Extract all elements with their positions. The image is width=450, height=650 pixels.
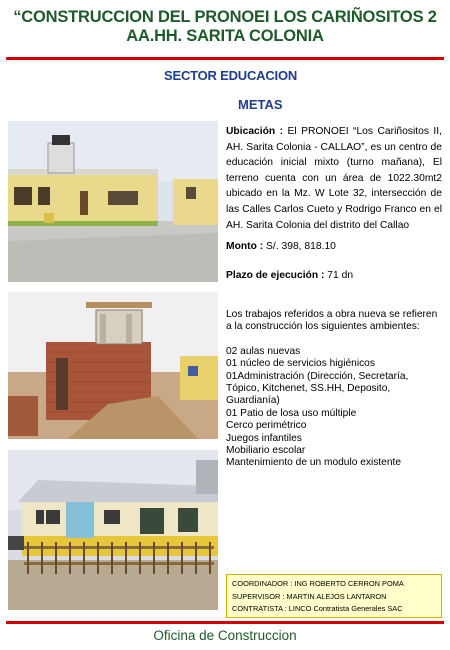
list-item: 01 núcleo de servicios higiénicos	[226, 358, 375, 370]
location-text: El PRONOEI “Los Cariñositos II, AH. Sarita Colonia - CALLAO”, es un centro de educación inicial mixto (turno mañana), El terreno cuenta con un área de 1022.30mt2 ubicado en la Mz. W Lote 32, intersección de las Calles Carlos Cueto y Rodrigo Franco en el AH. Sarita Colonia del distrito del Callao	[226, 126, 442, 231]
list-item: 02 aulas nuevas	[226, 345, 301, 357]
works-list	[226, 346, 442, 470]
works-intro: Los trabajos referidos a obra nueva se refieren a la construcción los siguientes ambientes:	[226, 309, 438, 333]
list-item: 01 Patio de losa uso múltiple	[226, 407, 357, 419]
amount-value: S/. 398, 818.10	[266, 241, 336, 252]
photo-construction-progress	[8, 292, 218, 439]
coordinator-line: COORDINADOR : ING ROBERTO CERRON POMA	[232, 579, 404, 588]
amount-label: Monto :	[226, 241, 264, 252]
contractor-line: CONTRATISTA : LINCO Contratista Generales SAC	[232, 604, 403, 613]
credits-box	[226, 574, 442, 618]
list-item: Mobiliario escolar	[226, 445, 306, 457]
list-item: Juegos infantiles	[226, 432, 302, 444]
deadline-label: Plazo de ejecución :	[226, 270, 325, 281]
location-label: Ubicación :	[226, 126, 284, 137]
list-item: 01Administración (Dirección, Secretaría, Tópico, Kitchenet, SS.HH, Deposito, Guardianía)	[226, 370, 409, 407]
photo-painted-school	[8, 450, 218, 610]
supervisor-line: SUPERVISOR : MARTIN ALEJOS LANTARON	[232, 591, 387, 601]
page-title	[0, 8, 450, 46]
title-line-2: AA.HH. SARITA COLONIA	[126, 27, 324, 45]
footer-office: Oficina de Construccion	[153, 628, 297, 643]
bottom-divider	[6, 621, 444, 624]
location-description	[226, 124, 442, 233]
list-item: Cerco perimétrico	[226, 420, 307, 432]
photo-finished-building	[8, 121, 218, 282]
deadline-row	[226, 268, 442, 284]
title-line-1: “CONSTRUCCION DEL PRONOEI LOS CARIÑOSITOS 2	[13, 8, 437, 26]
works-section	[226, 309, 442, 470]
sector-heading: SECTOR EDUCACION	[164, 68, 298, 83]
amount-row	[226, 239, 442, 255]
top-divider	[6, 57, 444, 60]
list-item: Mantenimiento de un modulo existente	[226, 457, 401, 469]
deadline-value: 71 dn	[327, 270, 354, 281]
metas-heading: METAS	[238, 97, 283, 112]
